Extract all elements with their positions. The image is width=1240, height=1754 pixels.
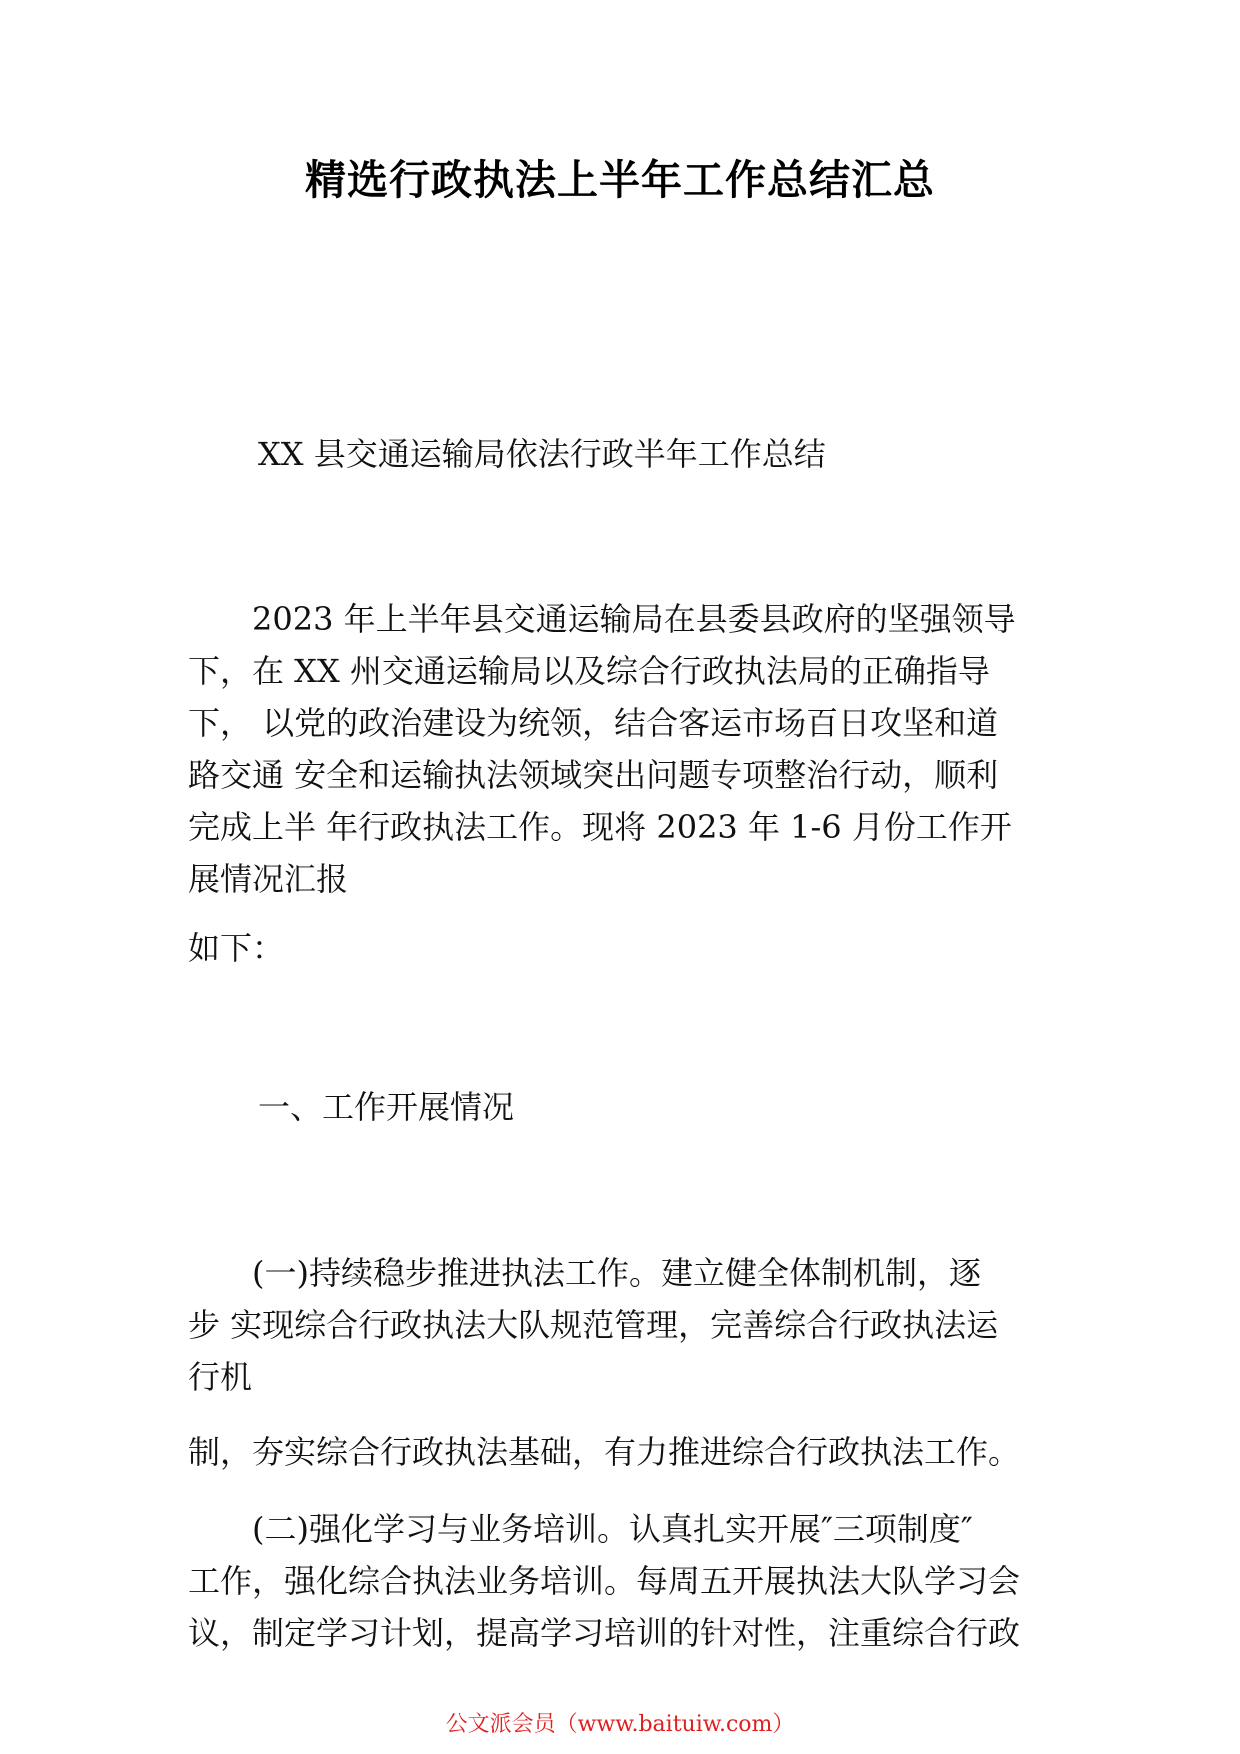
paragraph-line: 完成上半 年行政执法工作。现将 2023 年 1-6 月份工作开 — [188, 808, 1012, 846]
paragraph-item-2 — [188, 1503, 1068, 1659]
paragraph-line: 议，制定学习计划，提高学习培训的针对性，注重综合行政 — [188, 1614, 1021, 1652]
paragraph-line: 2023 年上半年县交通运输局在县委县政府的坚强领导 — [188, 600, 1016, 638]
paragraph-line: (二)强化学习与业务培训。认真扎实开展″三项制度″ — [188, 1510, 973, 1548]
paragraph-item-1-continued: 制，夯实综合行政执法基础，有力推进综合行政执法工作。 — [188, 1433, 1021, 1471]
paragraph-line: 下， 以党的政治建设为统领，结合客运市场百日攻坚和道 — [188, 704, 999, 742]
paragraph-line: 展情况汇报 — [188, 860, 349, 898]
document-subtitle: XX 县交通运输局依法行政半年工作总结 — [258, 435, 826, 473]
paragraph-line: 下，在 XX 州交通运输局以及综合行政执法局的正确指导 — [188, 652, 990, 690]
paragraph-line: 工作，强化综合执法业务培训。每周五开展执法大队学习会 — [188, 1562, 1021, 1600]
document-title: 精选行政执法上半年工作总结汇总 — [305, 156, 935, 204]
paragraph-line: (一)持续稳步推进执法工作。建立健全体制机制，逐 — [188, 1254, 981, 1292]
paragraph-line: 行机 — [188, 1358, 253, 1396]
footer-watermark-link[interactable]: 公文派会员（www.baituiw.com） — [445, 1712, 795, 1737]
section-heading: 一、工作开展情况 — [258, 1088, 515, 1126]
paragraph-intro — [188, 593, 1068, 905]
paragraph-line: 路交通 安全和运输执法领域突出问题专项整治行动，顺利 — [188, 756, 999, 794]
paragraph-as-follows: 如下： — [188, 929, 285, 967]
paragraph-item-1 — [188, 1247, 1068, 1403]
paragraph-line: 步 实现综合行政执法大队规范管理，完善综合行政执法运 — [188, 1306, 999, 1344]
